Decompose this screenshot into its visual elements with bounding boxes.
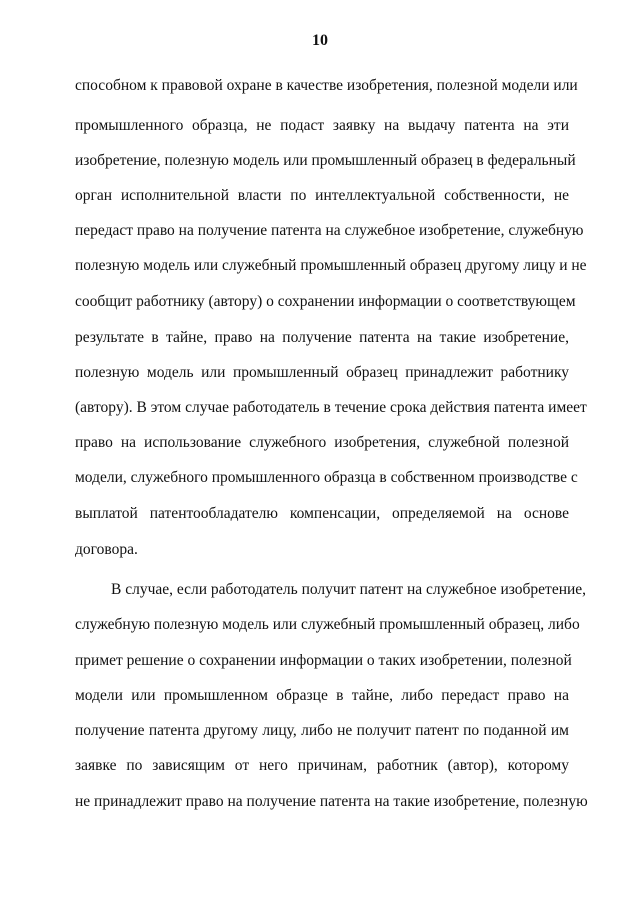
text-line: В случае, если работодатель получит патент на служебное изобретение,: [111, 581, 587, 598]
text-line: результате в тайне, право на получение патента на такие изобретение,: [75, 329, 569, 346]
text-line: не принадлежит право на получение патента на такие изобретение, полезную: [75, 793, 588, 810]
page-number: 10: [312, 32, 328, 49]
text-line: передаст право на получение патента на служебное изобретение, служебную: [75, 222, 584, 239]
text-line: выплатой патентообладателю компенсации, определяемой на основе: [75, 505, 569, 522]
text-line: способном к правовой охране в качестве изобретения, полезной модели или: [75, 77, 578, 94]
text-line: полезную модель или промышленный образец принадлежит работнику: [75, 364, 569, 381]
text-line: право на использование служебного изобретения, служебной полезной: [75, 434, 569, 451]
text-line: модели или промышленном образце в тайне, либо передаст право на: [75, 687, 569, 704]
text-line: примет решение о сохранении информации о таких изобретении, полезной: [75, 652, 572, 669]
text-line: договора.: [75, 541, 138, 558]
text-line: полезную модель или служебный промышленный образец другому лицу и не: [75, 257, 587, 274]
text-line: орган исполнительной власти по интеллектуальной собственности, не: [75, 187, 569, 204]
text-line: промышленного образца, не подаст заявку на выдачу патента на эти: [75, 117, 569, 134]
text-line: сообщит работнику (автору) о сохранении информации о соответствующем: [75, 293, 576, 310]
text-line: служебную полезную модель или служебный промышленный образец, либо: [75, 616, 580, 633]
text-line: заявке по зависящим от него причинам, работник (автор), которому: [75, 757, 569, 774]
text-line: изобретение, полезную модель или промышленный образец в федеральный: [75, 152, 576, 169]
text-line: (автору). В этом случае работодатель в течение срока действия патента имеет: [75, 399, 587, 416]
text-line: получение патента другому лицу, либо не получит патент по поданной им: [75, 722, 569, 739]
text-line: модели, служебного промышленного образца в собственном производстве с: [75, 469, 578, 486]
